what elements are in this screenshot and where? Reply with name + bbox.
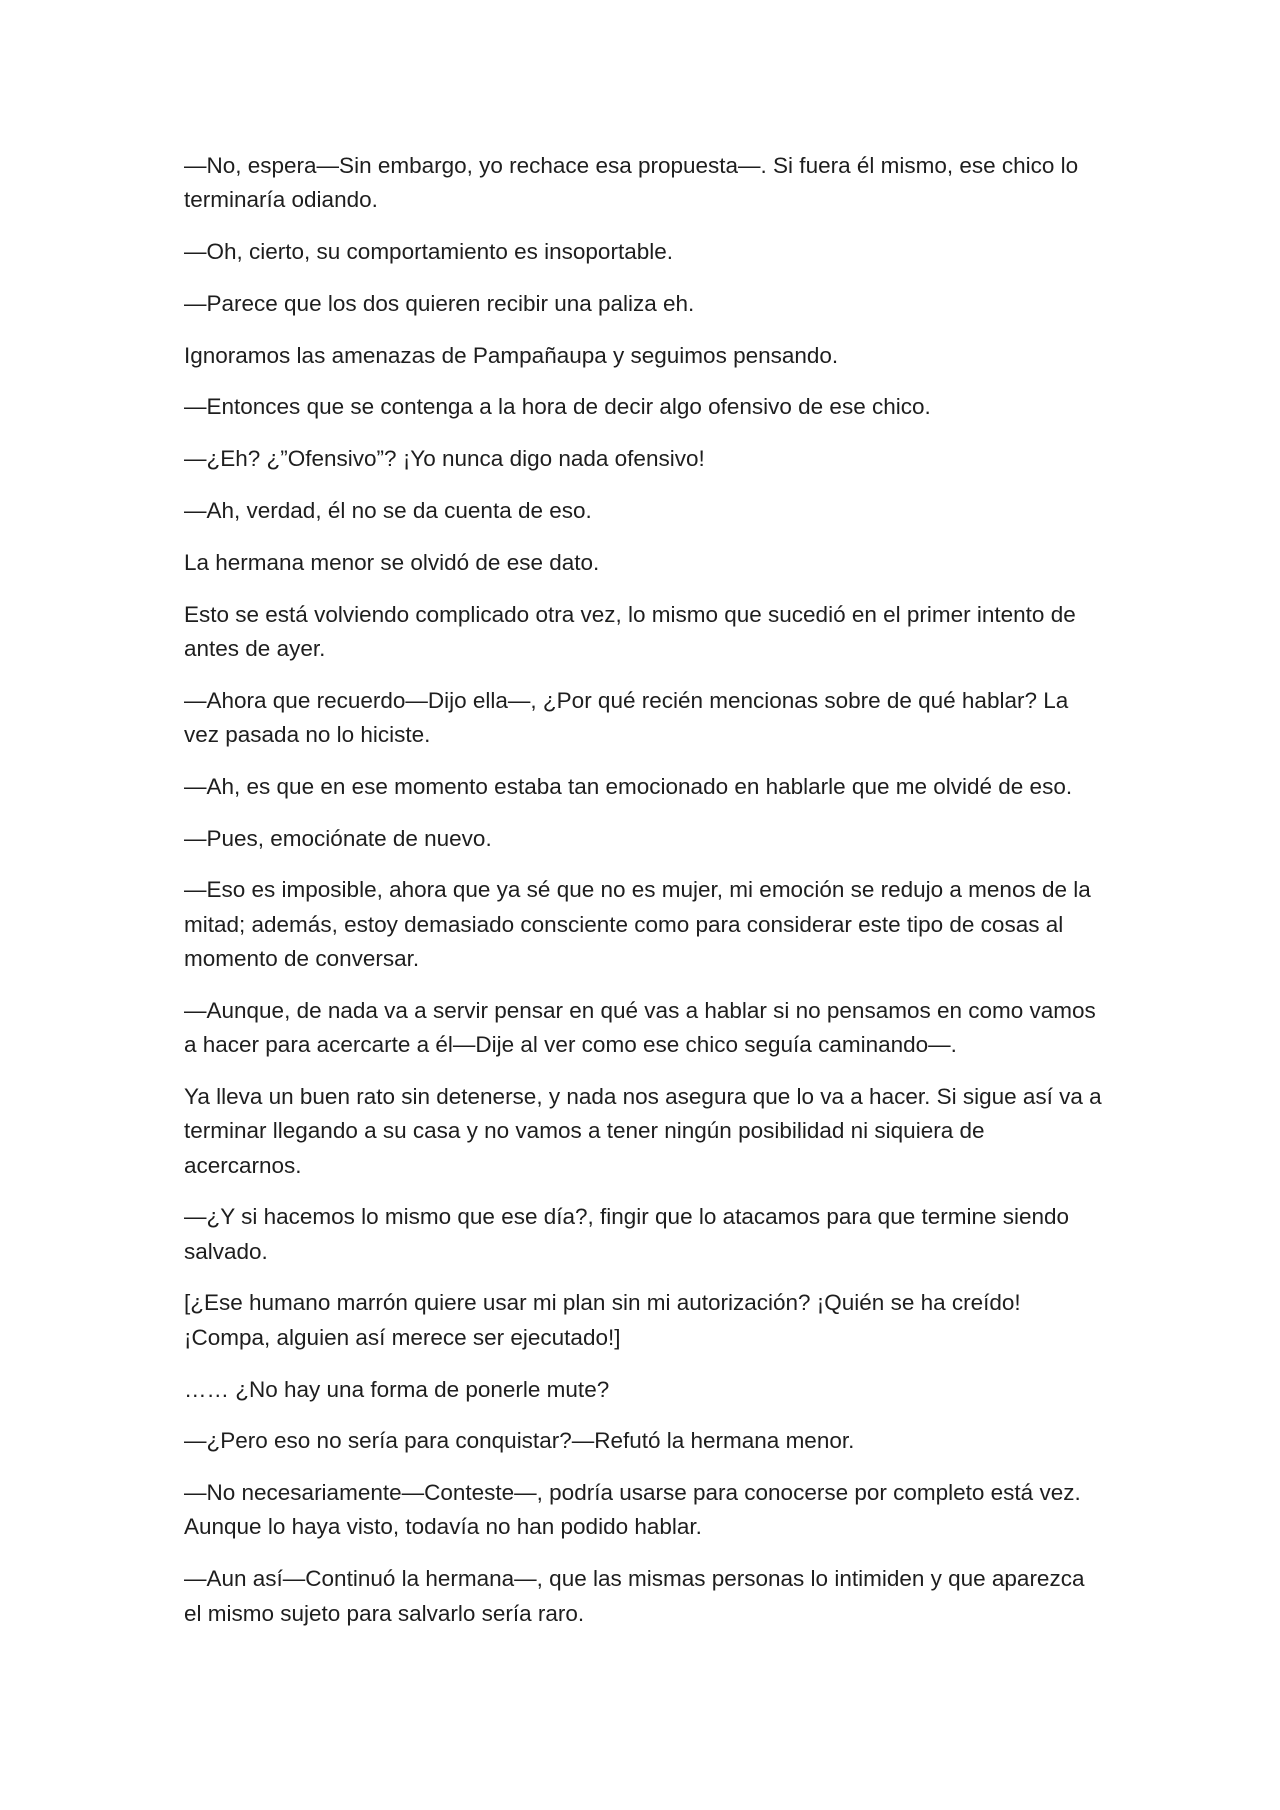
paragraph: —Aun así—Continuó la hermana—, que las mismas personas lo intimiden y que aparezca el mismo sujeto para salvarlo sería raro. [184, 1566, 1085, 1626]
paragraph: —No necesariamente—Conteste—, podría usarse para conocerse por completo está vez. Aunque lo haya visto, todavía no han podido hablar. [184, 1480, 1081, 1540]
paragraph: Ignoramos las amenazas de Pampañaupa y seguimos pensando. [184, 342, 839, 368]
paragraph: La hermana menor se olvidó de ese dato. [184, 549, 600, 575]
paragraph: —Pues, emociónate de nuevo. [184, 825, 492, 851]
paragraph: —Parece que los dos quieren recibir una paliza eh. [184, 290, 695, 316]
paragraph: —Entonces que se contenga a la hora de decir algo ofensivo de ese chico. [184, 394, 931, 420]
document-body [184, 149, 1104, 1648]
paragraph: Esto se está volviendo complicado otra vez, lo mismo que sucedió en el primer intento de antes de ayer. [184, 601, 1076, 661]
paragraph: —¿Y si hacemos lo mismo que ese día?, fingir que lo atacamos para que termine siendo salvado. [184, 1204, 1070, 1264]
paragraph: …… ¿No hay una forma de ponerle mute? [184, 1376, 610, 1402]
paragraph: —Ah, verdad, él no se da cuenta de eso. [184, 498, 592, 524]
paragraph: —Ah, es que en ese momento estaba tan emocionado en hablarle que me olvidé de eso. [184, 773, 1073, 799]
paragraph: [¿Ese humano marrón quiere usar mi plan sin mi autorización? ¡Quién se ha creído! ¡Compa, alguien así merece ser ejecutado!] [184, 1290, 1021, 1350]
paragraph: —Ahora que recuerdo—Dijo ella—, ¿Por qué recién mencionas sobre de qué hablar? La vez pasada no lo hiciste. [184, 687, 1069, 748]
paragraph: —Oh, cierto, su comportamiento es insoportable. [184, 239, 673, 265]
paragraph: Ya lleva un buen rato sin detenerse, y nada nos asegura que lo va a hacer. Si sigue así va a terminar llegando a su casa y no vamos a tener ningún posibilidad ni siquiera de acercarnos. [184, 1083, 1102, 1178]
paragraph: —Eso es imposible, ahora que ya sé que no es mujer, mi emoción se redujo a menos de la mitad; además, estoy demasiado consciente como para considerar este tipo de cosas al momento de conversar. [184, 877, 1091, 972]
paragraph: —Aunque, de nada va a servir pensar en qué vas a hablar si no pensamos en como vamos a hacer para acercarte a él—Dije al ver como ese chico seguía caminando—. [184, 997, 1096, 1058]
paragraph: —¿Pero eso no sería para conquistar?—Refutó la hermana menor. [184, 1428, 855, 1454]
paragraph: —No, espera—Sin embargo, yo rechace esa propuesta—. Si fuera él mismo, ese chico lo terminaría odiando. [184, 153, 1079, 213]
paragraph: —¿Eh? ¿”Ofensivo”? ¡Yo nunca digo nada ofensivo! [184, 446, 705, 472]
